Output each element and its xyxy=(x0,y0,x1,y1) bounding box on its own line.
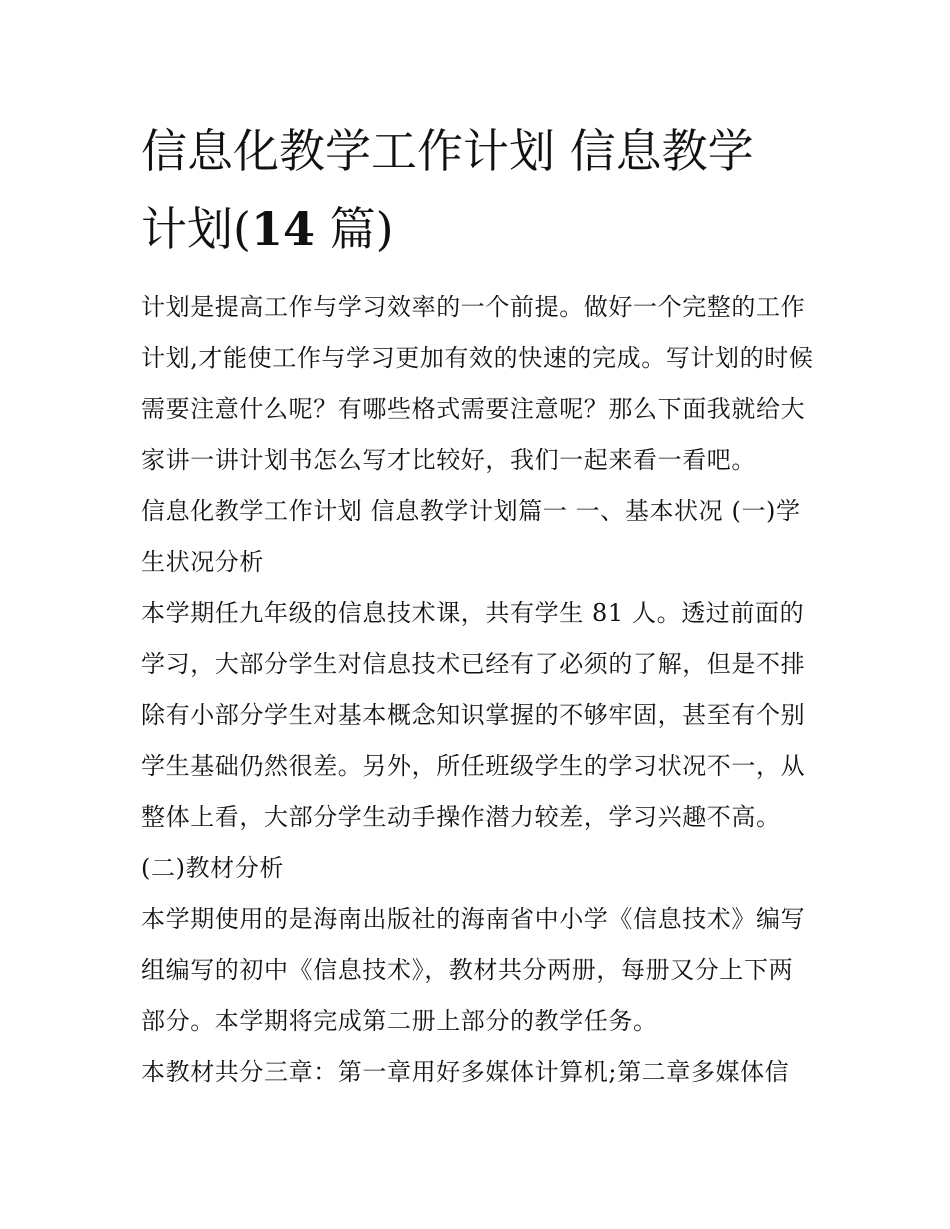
title-line-2-suffix: 篇) xyxy=(314,202,394,256)
paragraph-textbook-heading: (二)教材分析 xyxy=(141,854,284,882)
paragraph-section-heading: 信息化教学工作计划 信息教学计划篇一 一、基本状况 (一)学生状况分析 xyxy=(141,497,801,576)
paragraph-textbook-analysis: 本学期使用的是海南出版社的海南省中小学《信息技术》编写组编写的初中《信息技术》，教材共分两册，每册又分上下两部分。本学期将完成第二册上部分的教学任务。 xyxy=(141,905,806,1035)
document-content xyxy=(141,112,816,1098)
paragraph-chapters: 本教材共分三章：第一章用好多媒体计算机;第二章多媒体信 xyxy=(141,1058,790,1086)
title-line-1: 信息化教学工作计划 信息教学 xyxy=(141,124,754,178)
paragraph-intro: 计划是提高工作与学习效率的一个前提。做好一个完整的工作计划,才能使工作与学习更加有效的快速的完成。写计划的时候需要注意什么呢？有哪些格式需要注意呢？那么下面我就给大家讲一讲计划书怎么写才比较好，我们一起来看一看吧。 xyxy=(141,293,814,474)
title-line-2-prefix: 计划( xyxy=(141,202,251,256)
paragraph-student-analysis: 本学期任九年级的信息技术课，共有学生 81 人。透过前面的学习，大部分学生对信息技术已经有了必须的了解，但是不排除有小部分学生对基本概念知识掌握的不够牢固，甚至有个别学生基础仍然很差。另外，所任班级学生的学习状况不一，从整体上看，大部分学生动手操作潜力较差，学习兴趣不高。 xyxy=(141,599,806,831)
document-title xyxy=(141,112,816,268)
document-body xyxy=(141,282,816,1098)
title-article-count: 14 xyxy=(250,202,315,256)
